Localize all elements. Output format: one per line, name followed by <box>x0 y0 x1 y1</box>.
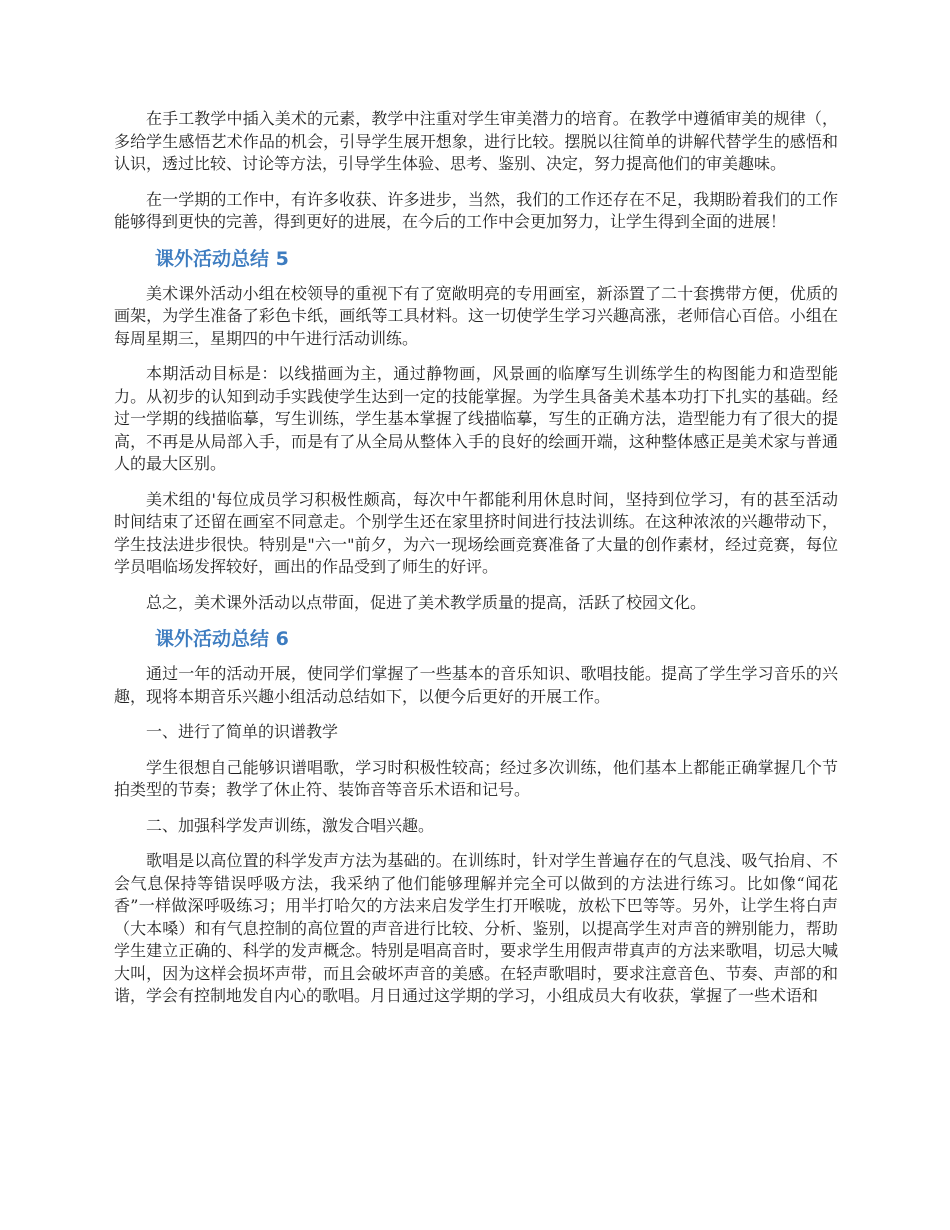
section-heading-6: 课外活动总结 6 <box>155 628 289 650</box>
paragraph-activity-goals: 本期活动目标是：以线描画为主，通过静物画，风景画的临摩写生训练学生的构图能力和造型能力。从初步的认知到动手实践使学生达到一定的技能掌握。为学生具备美术基本功打下扎实的基础。经过一学期的线描临摹，写生训练，学生基本掌握了线描临摹，写生的正确方法，造型能力有了很大的提高，不再是从局部入手，而是有了从全局从整体入手的良好的绘画开端，这种整体感正是美术家与普通人的最大区别。 <box>114 364 838 473</box>
paragraph-art-conclusion: 总之，美术课外活动以点带面，促进了美术教学质量的提高，活跃了校园文化。 <box>146 592 707 612</box>
paragraph-aesthetic-education: 在手工教学中插入美术的元素，教学中注重对学生审美潜力的培育。在教学中遵循审美的规律（，多给学生感悟艺术作品的机会，引导学生展开想象，进行比较。摆脱以往简单的讲解代替学生的感悟和认识，透过比较、讨论等方法，引导学生体验、思考、鉴别、决定，努力提高他们的审美趣味。 <box>114 109 838 173</box>
section-heading-5: 课外活动总结 5 <box>155 247 289 270</box>
document-page <box>114 108 838 1021</box>
paragraph-subheading-sight-reading: 一、进行了简单的识谱教学 <box>146 722 339 741</box>
paragraph-semester-summary: 在一学期的工作中，有许多收获、许多进步，当然，我们的工作还存在不足，我期盼着我们的工作能够得到更快的完善，得到更好的进展，在今后的工作中会更加努力，让学生得到全面的进展！ <box>114 189 838 231</box>
paragraph-vocal-training-detail: 歌唱是以高位置的科学发声方法为基础的。在训练时，针对学生普遍存在的气息浅、吸气抬肩、不会气息保持等错误呼吸方法，我采纳了他们能够理解并完全可以做到的方法进行练习。比如像“闻花香”一样做深呼吸练习；用半打哈欠的方法来启发学生打开喉咙，放松下巴等等。另外，让学生将白声（大本嗓）和有气息控制的高位置的声音进行比较、分析、鉴别，以提高学生对声音的辨别能力，帮助学生建立正确的、科学的发声概念。特别是唱高音时，要求学生用假声带真声的方法来歌唱，切忌大喊大叫，因为这样会损坏声带，而且会破坏声音的美感。在轻声歌唱时，要求注意音色、节奏、声部的和谐，学会有控制地发自内心的歌唱。月日通过这学期的学习，小组成员大有收获，掌握了一些术语和 <box>114 851 838 1005</box>
paragraph-art-group-intro: 美术课外活动小组在校领导的重视下有了宽敞明亮的专用画室，新添置了二十套携带方便，优质的画架，为学生准备了彩色卡纸，画纸等工具材料。这一切使学生学习兴趣高涨，老师信心百倍。小组在每周星期三，星期四的中午进行活动训练。 <box>114 283 838 348</box>
paragraph-member-enthusiasm: 美术组的'每位成员学习积极性颇高，每次中午都能利用休息时间，坚持到位学习，有的甚至活动时间结束了还留在画室不同意走。个别学生还在家里挤时间进行技法训练。在这种浓浓的兴趣带动下，学生技法进步很快。特别是"六一"前夕，为六一现场绘画竞赛准备了大量的创作素材，经过竞赛，每位学员唱临场发挥较好，画出的作品受到了师生的好评。 <box>114 489 838 576</box>
paragraph-sight-reading-detail: 学生很想自己能够识谱唱歌，学习时积极性较高；经过多次训练，他们基本上都能正确掌握几个节拍类型的节奏；教学了休止符、装饰音等音乐术语和记号。 <box>114 757 838 799</box>
paragraph-music-intro: 通过一年的活动开展，使同学们掌握了一些基本的音乐知识、歌唱技能。提高了学生学习音乐的兴趣，现将本期音乐兴趣小组活动总结如下，以便今后更好的开展工作。 <box>114 664 838 706</box>
paragraph-subheading-vocal-training: 二、加强科学发声训练，激发合唱兴趣。 <box>146 815 435 835</box>
